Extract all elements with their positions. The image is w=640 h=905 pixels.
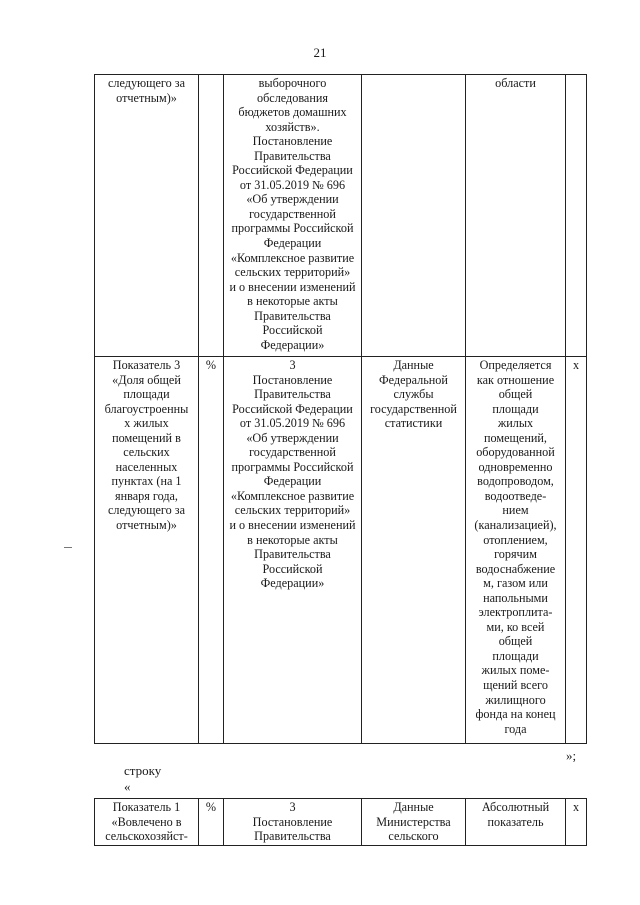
open-quote: «	[124, 779, 131, 794]
note-cell	[566, 75, 587, 357]
unit-cell: %	[199, 357, 224, 744]
definition-cell: Определяется как отношение общей площади жилых помещений, оборудованной одновременно водопроводом, водоотведе- нием (канализацией), отоплением, горячим водоснабжение м, газом или напольными электроплита- ми, ко всей общей площади жилых поме- щений всего жилищного фонда на конец года	[466, 357, 566, 744]
table-row	[95, 357, 587, 744]
stroke-word: строку	[124, 763, 162, 778]
table-row	[95, 799, 587, 846]
margin-mark	[64, 547, 72, 548]
method-cell: выборочного обследования бюджетов домашних хозяйств». Постановление Правительства Российской Федерации от 31.05.2019 № 696 «Об утверждении государственной программы Российской Федерации «Комплексное развитие сельских территорий» и о внесении изменений в некоторые акты Правительства Российской Федерации»	[224, 75, 362, 357]
page-number: 21	[313, 45, 327, 60]
indicators-table	[94, 74, 587, 744]
indicators-table-continued	[94, 798, 587, 846]
note-cell: x	[566, 799, 587, 846]
method-cell: 3 Постановление Правительства Российской Федерации от 31.05.2019 № 696 «Об утверждении государственной программы Российской Федерации «Комплексное развитие сельских территорий» и о внесении изменений в некоторые акты Правительства Российской Федерации»	[224, 357, 362, 744]
closing-quote: »;	[566, 748, 577, 763]
source-cell: Данные Федеральной службы государственной статистики	[362, 357, 466, 744]
indicator-name-cell: Показатель 3 «Доля общей площади благоустроенны х жилых помещений в сельских населенных пунктах (на 1 января года, следующего за отчетным)»	[95, 357, 199, 744]
note-cell: x	[566, 357, 587, 744]
unit-cell	[199, 75, 224, 357]
source-cell: Данные Министерства сельского	[362, 799, 466, 846]
definition-cell: области	[466, 75, 566, 357]
indicator-name-cell: следующего за отчетным)»	[95, 75, 199, 357]
unit-cell: %	[199, 799, 224, 846]
definition-cell: Абсолютный показатель	[466, 799, 566, 846]
source-cell	[362, 75, 466, 357]
indicator-name-cell: Показатель 1 «Вовлечено в сельскохозяйст-	[95, 799, 199, 846]
table-row	[95, 75, 587, 357]
method-cell: 3 Постановление Правительства	[224, 799, 362, 846]
